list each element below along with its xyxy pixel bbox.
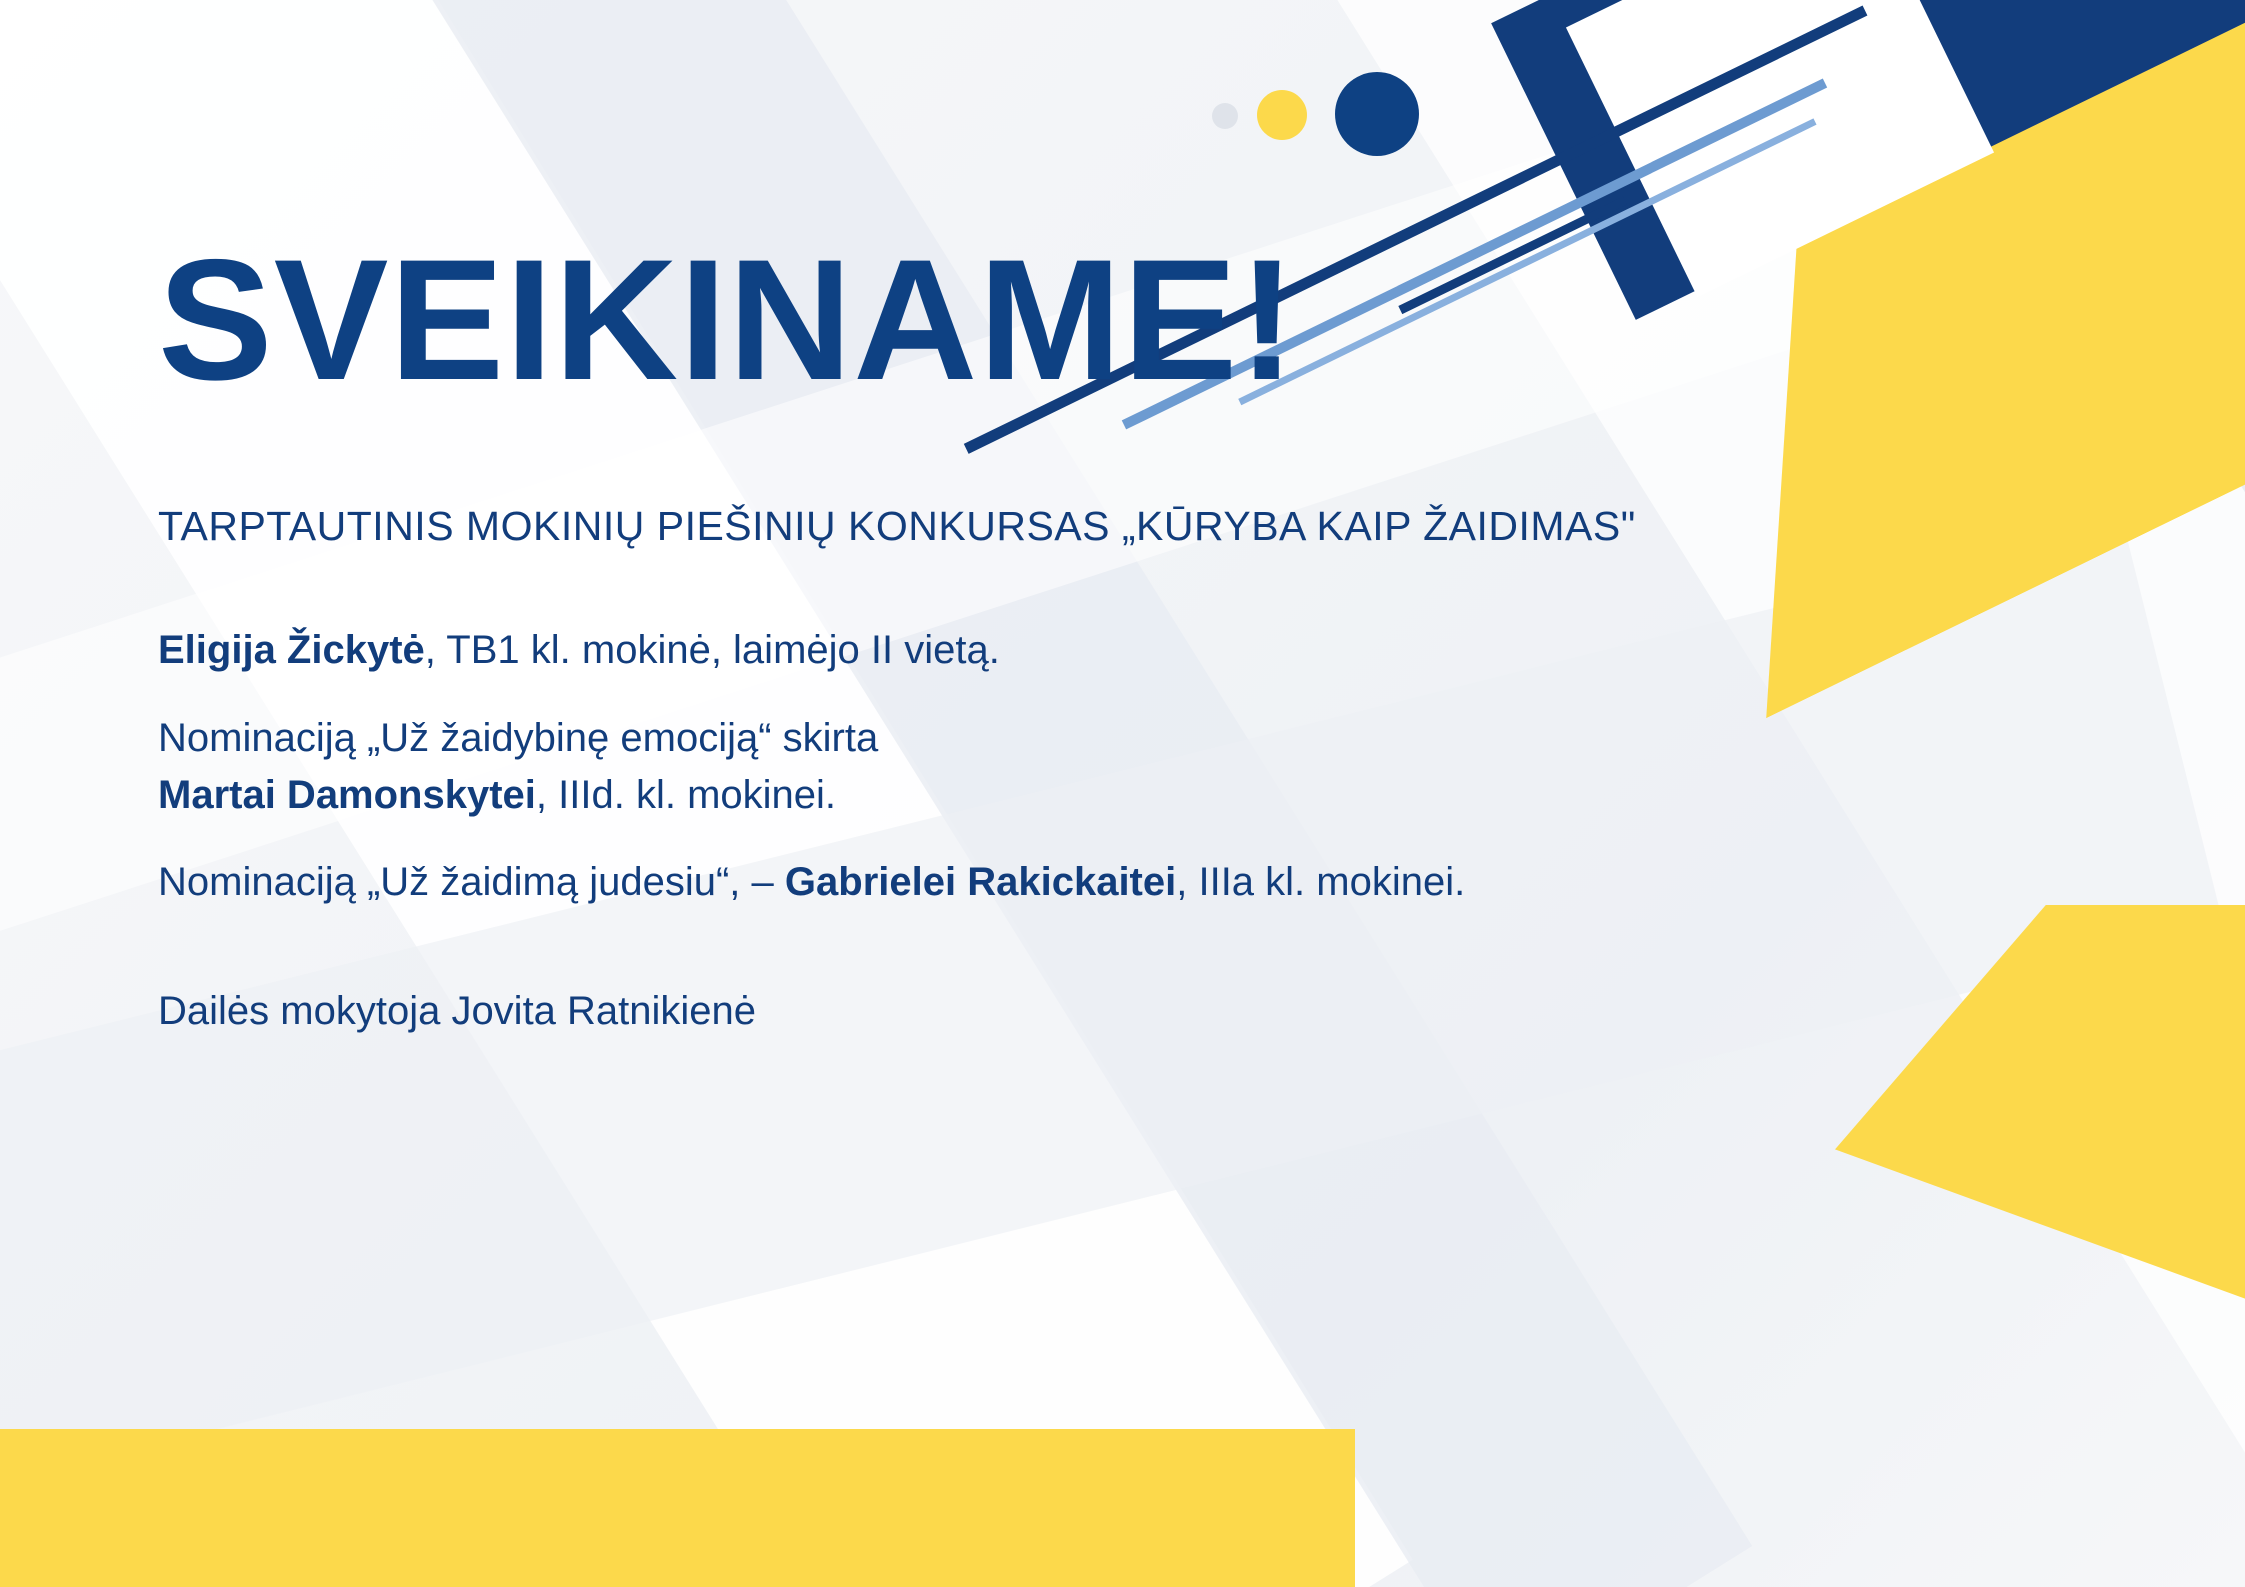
award-item-3: [158, 854, 1958, 911]
poster-content: [158, 224, 1958, 1034]
yellow-dot-decoration: [1257, 90, 1307, 140]
page-title: SVEIKINAME!: [158, 224, 1297, 416]
award-lead-3: Nominaciją „Už žaidimą judesiu“, –: [158, 859, 785, 904]
award-item-2: [158, 710, 1958, 824]
award-detail-2: , IIId. kl. mokinei.: [535, 773, 837, 818]
bottom-yellow-bar: [0, 1429, 1355, 1587]
award-winner-name-2: Martai Damonskytei: [158, 773, 536, 818]
navy-dot-decoration: [1335, 72, 1419, 156]
teacher-signature: Dailės mokytoja Jovita Ratnikienė: [158, 988, 757, 1033]
award-lead-2: Nominaciją „Už žaidybinę emociją“ skirta: [158, 716, 879, 761]
contest-subtitle: TARPTAUTINIS MOKINIŲ PIEŠINIŲ KONKURSAS „KŪRYBA KAIP ŽAIDIMAS": [158, 502, 1636, 549]
award-detail-1: , TB1 kl. mokinė, laimėjo II vietą.: [424, 627, 1000, 672]
grey-dot-decoration: [1212, 103, 1238, 129]
award-item-1: [158, 622, 1958, 679]
award-winner-name-1: Eligija Žickytė: [158, 627, 425, 672]
award-detail-3: , IIIa kl. mokinei.: [1176, 859, 1466, 904]
award-winner-name-3: Gabrielei Rakickaitei: [784, 859, 1177, 904]
